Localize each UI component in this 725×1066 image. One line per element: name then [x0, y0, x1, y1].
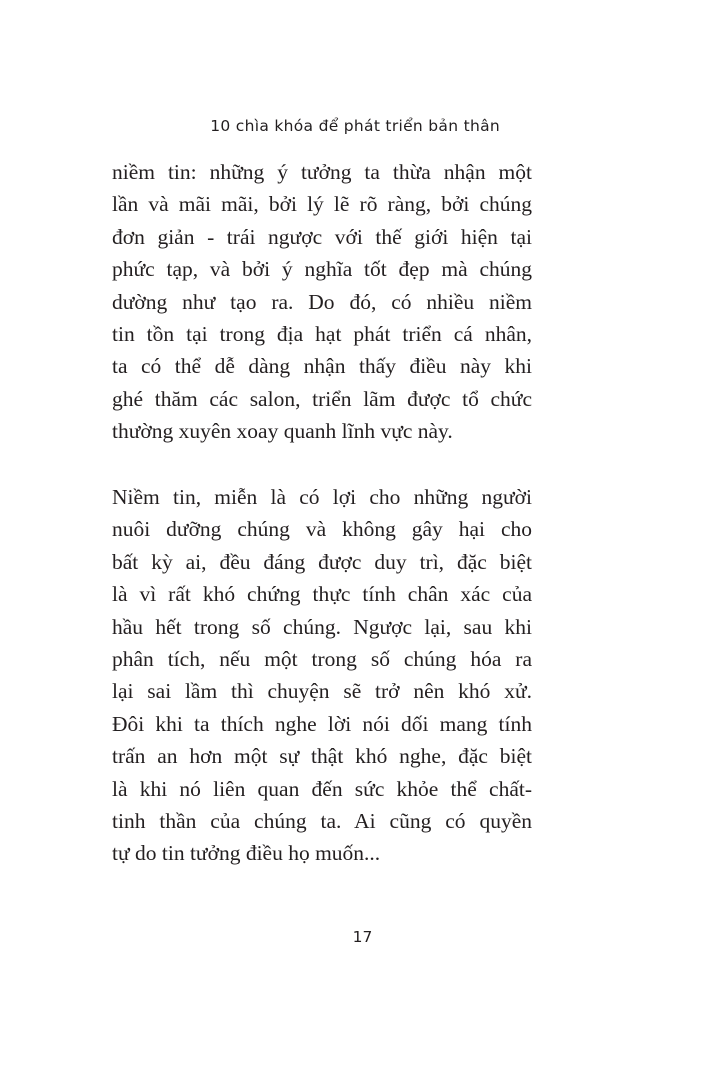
- text-line: phức tạp, và bởi ý nghĩa tốt đẹp mà chúng: [112, 257, 532, 282]
- text-line: hầu hết trong số chúng. Ngược lại, sau khi: [112, 614, 532, 639]
- text-line: Đôi khi ta thích nghe lời nói dối mang tính: [112, 711, 532, 736]
- paragraph-2: [112, 481, 532, 870]
- running-header: 10 chìa khóa để phát triển bản thân: [210, 117, 500, 135]
- text-line: Niềm tin, miễn là có lợi cho những người: [112, 485, 532, 509]
- text-line: phân tích, nếu một trong số chúng hóa ra: [112, 647, 532, 672]
- text-line: trấn an hơn một sự thật khó nghe, đặc biệt: [112, 744, 532, 769]
- text-line: lại sai lầm thì chuyện sẽ trở nên khó xử.: [112, 679, 532, 704]
- text-line: là khi nó liên quan đến sức khỏe thể chất-: [112, 776, 532, 801]
- text-line: tinh thần của chúng ta. Ai cũng có quyền: [112, 809, 532, 834]
- text-line: là vì rất khó chứng thực tính chân xác của: [112, 582, 532, 607]
- text-line: ta có thể dễ dàng nhận thấy điều này khi: [112, 354, 532, 379]
- paragraph-1: [112, 156, 532, 448]
- text-line: tự do tin tưởng điều họ muốn...: [112, 841, 381, 866]
- text-line: lần và mãi mãi, bởi lý lẽ rõ ràng, bởi chúng: [112, 192, 532, 217]
- page-number: 17: [352, 928, 373, 946]
- text-line: ghé thăm các salon, triển lãm được tổ chức: [112, 386, 532, 411]
- text-line: niềm tin: những ý tưởng ta thừa nhận một: [112, 160, 532, 184]
- text-line: nuôi dưỡng chúng và không gây hại cho: [112, 517, 532, 542]
- text-line: tin tồn tại trong địa hạt phát triển cá nhân,: [112, 322, 532, 347]
- text-line: đơn giản - trái ngược với thế giới hiện tại: [112, 224, 532, 249]
- text-line: thường xuyên xoay quanh lĩnh vực này.: [112, 419, 453, 444]
- text-line: bất kỳ ai, đều đáng được duy trì, đặc biệt: [112, 549, 532, 574]
- text-line: dường như tạo ra. Do đó, có nhiều niềm: [112, 289, 532, 314]
